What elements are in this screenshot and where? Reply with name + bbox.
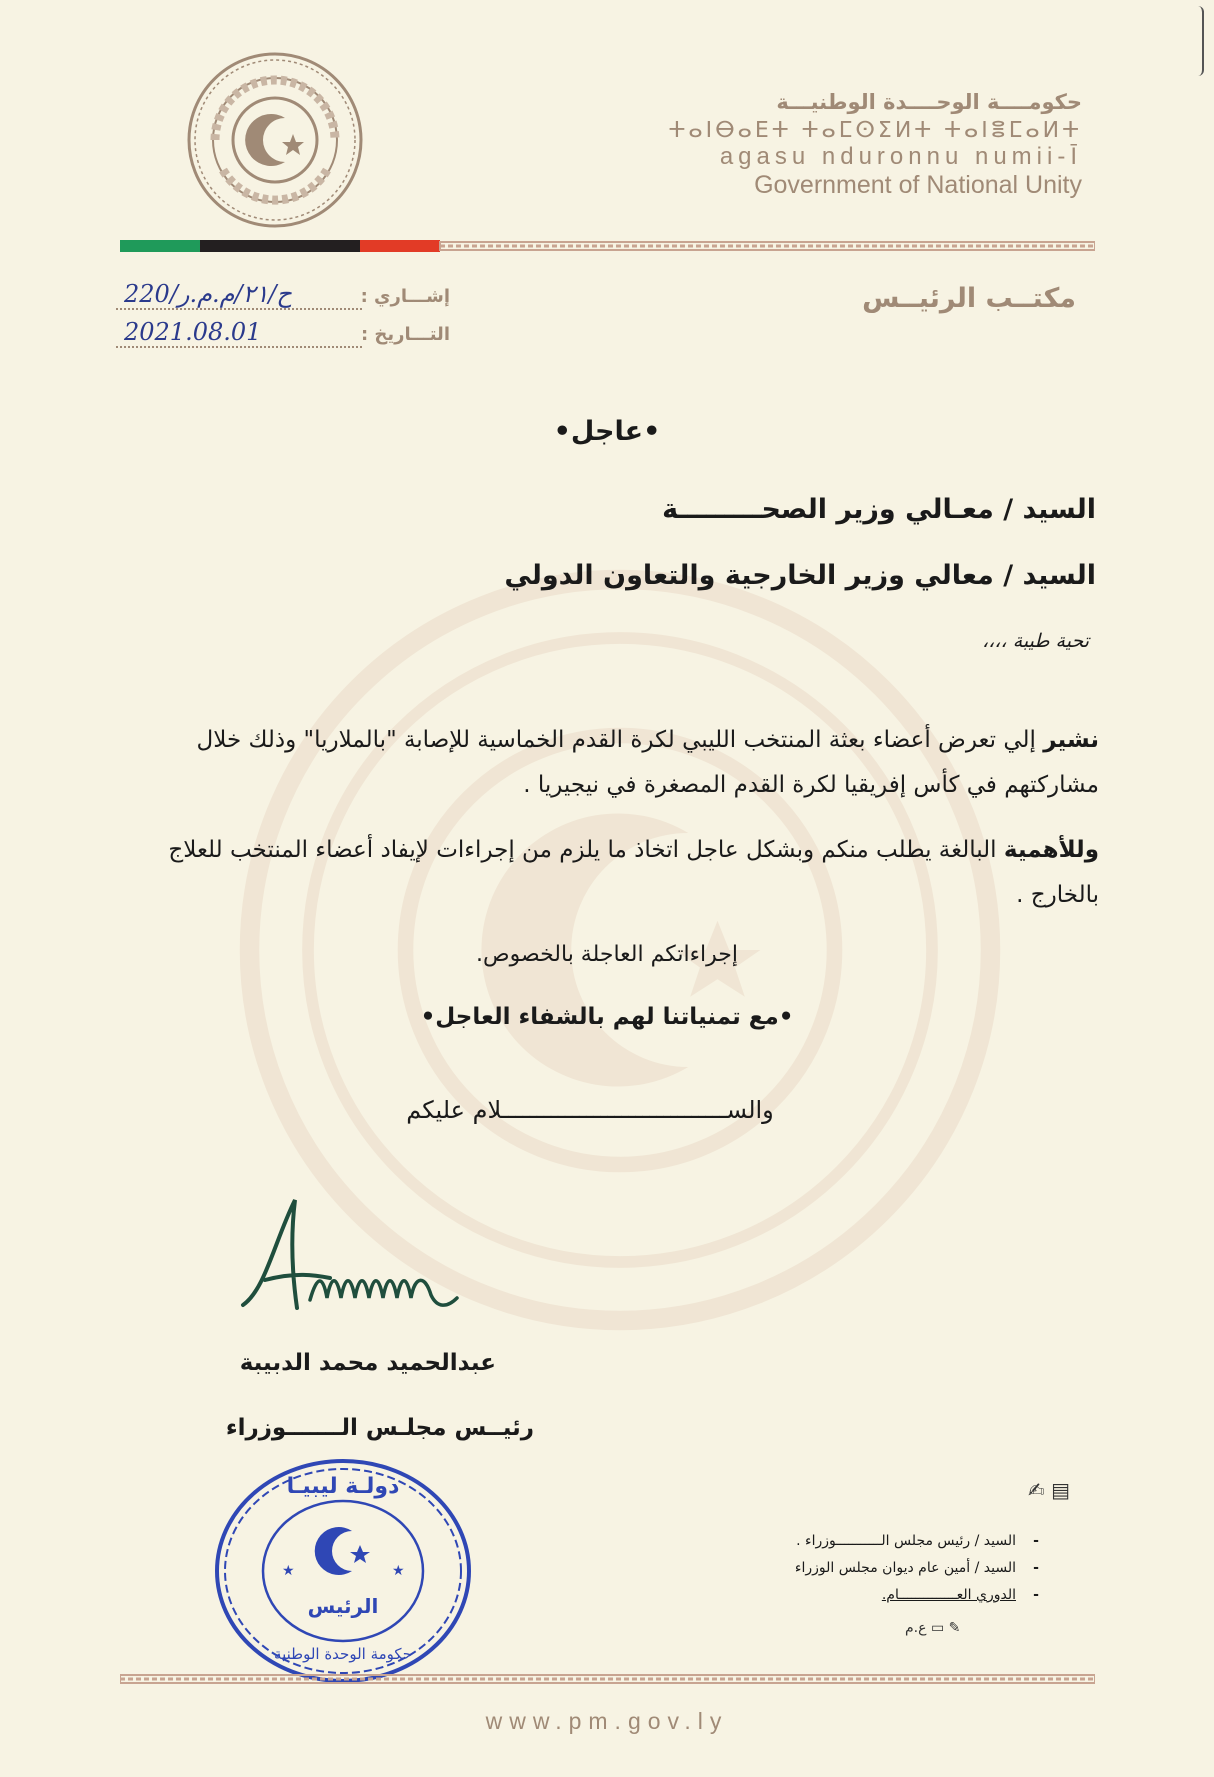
handwritten-signature [235,1180,465,1325]
gov-name-arabic: حكومــــة الوحــــدة الوطنيـــة [776,90,1082,114]
cc-item-text: السيد / رئيس مجلس الـــــــــــوزراء . [796,1533,1016,1549]
cc-bullet: - [1033,1587,1039,1603]
copies-icon: ▤ [1051,1478,1071,1502]
date-label: التـــاريخ : [360,324,450,345]
cc-bullet: - [1033,1533,1039,1549]
greeting: تحية طيبة ،،،، [982,630,1089,652]
closing-regards: والســــــــــــــــــــــــــــــــلام عليكم [406,1096,774,1124]
addressee-health-minister: السيد / معـالي وزير الصحـــــــــة [662,494,1096,525]
gov-name-tifinagh: ⵜⴰⵏⴱⴰⴹⵜ ⵜⴰⵎⵙⵉⵍⵜ ⵜⴰⵏⴻⵎⴰⵍⵜ [668,118,1082,143]
cc-bullet: - [1033,1560,1039,1576]
cc-item-text: الدوري العــــــــــــــام. [881,1587,1016,1603]
header-flag-rule [120,240,1095,252]
stamp-bottom-text: حكومة الوحدة الوطنية [274,1645,412,1663]
cc-item [676,1582,1056,1609]
reference-block [110,280,450,356]
date-value: 2021.08.01 [124,318,262,346]
svg-text:★: ★ [392,1563,405,1579]
page-edge-mark [1192,6,1204,76]
government-header [662,90,1082,200]
cc-footer-text: ع.م [905,1620,927,1636]
stamp-top-text: دولـة ليبيـا [286,1474,400,1499]
stamp-center-text: الرئيس [307,1594,379,1618]
official-stamp [212,1455,474,1687]
gov-name-english: Government of National Unity [754,171,1082,199]
paragraph-2 [95,828,1099,918]
reference-label: إشـــاري : [360,286,450,307]
cc-item-text: السيد / أمين عام ديوان مجلس الوزراء [794,1560,1016,1576]
paragraph-1 [95,718,1099,808]
signer-title: رئيــس مجلـس الـــــــوزراء [225,1415,534,1441]
svg-text:★: ★ [282,1563,295,1579]
pen-icon: ✍ [1028,1478,1045,1502]
reference-number: ح/٢١/م.م.ر/220 [124,280,292,308]
signer-name: عبدالحميد محمد الدبيبة [239,1350,496,1376]
procedures-line: إجراءاتكم العاجلة بالخصوص. [476,942,738,967]
president-office-label: مكتــب الرئيــس [862,283,1076,314]
computer-icon: ▭ [930,1620,945,1636]
libya-emblem [185,50,365,230]
date-dots [116,346,362,348]
cc-list [676,1528,1056,1609]
website-url: www.pm.gov.ly [485,1708,729,1734]
paragraph-2-lead: وللأهمية [1003,837,1099,863]
cc-item [676,1555,1056,1582]
wishes-line: •مع تمنياتنا لهم بالشفاء العاجل• [420,1004,794,1030]
date-line [110,318,450,356]
gov-name-amazigh: agasu nduronnu numii-Ī [719,143,1082,170]
reference-dots [116,308,362,310]
paragraph-1-lead: نشير [1043,727,1099,753]
paragraph-1-text: إلي تعرض أعضاء بعثة المنتخب الليبي لكرة القدم الخماسية للإصابة "بالملاريا" وذلك خلال مشاركتهم في كأس إفريقيا لكرة القدم المصغرة في نيجيريا . [196,727,1099,798]
urgent-heading: •عاجل• [553,416,661,447]
cc-footer [905,1620,960,1636]
paragraph-2-text: البالغة يطلب منكم وبشكل عاجل اتخاذ ما يلزم من إجراءات لإيفاد أعضاء المنتخب للعلاج بالخارج . [168,837,1099,908]
reference-line [110,280,450,318]
footer-rule [120,1673,1095,1685]
addressee-foreign-minister: السيد / معالي وزير الخارجية والتعاون الدولي [504,560,1096,591]
signature-pen-icon: ✎ [948,1620,961,1636]
cc-item [676,1528,1056,1555]
cc-icons [1028,1478,1070,1502]
